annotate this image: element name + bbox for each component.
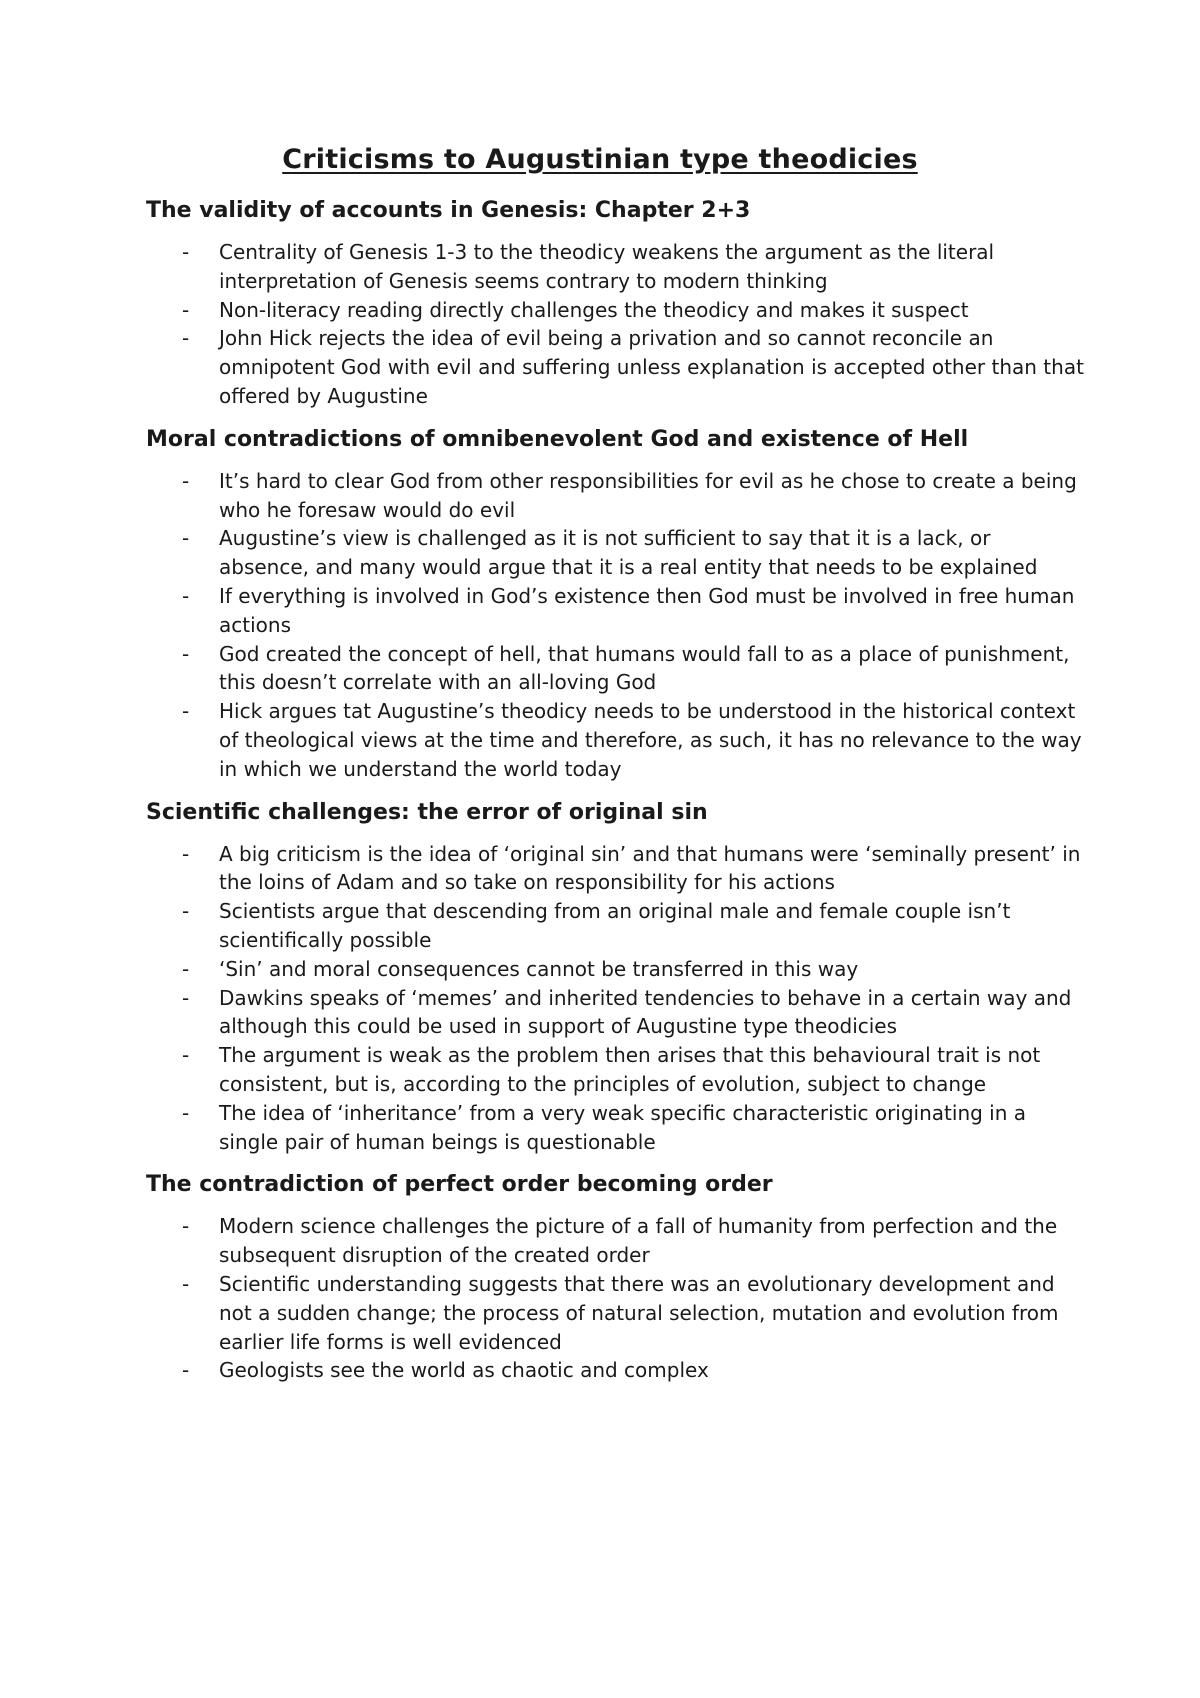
- list-item: [146, 524, 1086, 582]
- list-item-text: Scientific understanding suggests that there was an evolutionary development and not a sudden change; the process of natural selection, mutation and evolution from earlier life forms is well evidenced: [219, 1271, 1059, 1354]
- list-item: [146, 640, 1086, 698]
- list-item: [146, 840, 1086, 898]
- list-item-text: Geologists see the world as chaotic and complex: [219, 1358, 709, 1383]
- document-body: [146, 196, 1086, 1399]
- section-heading-moral: Moral contradictions of omnibenevolent God and existence of Hell: [146, 426, 969, 452]
- list-item: [146, 897, 1086, 955]
- list-item-text: Centrality of Genesis 1-3 to the theodicy weakens the argument as the literal interpretation of Genesis seems contrary to modern thinking: [219, 240, 995, 293]
- list-item-text: If everything is involved in God’s existence then God must be involved in free human actions: [219, 583, 1075, 637]
- list-item-text: Dawkins speaks of ‘memes’ and inherited tendencies to behave in a certain way and although this could be used in support of Augustine type theodicies: [219, 985, 1072, 1039]
- section-heading-scientific: Scientific challenges: the error of original sin: [146, 799, 708, 825]
- list-item: [146, 324, 1086, 410]
- list-item-text: Hick argues tat Augustine’s theodicy needs to be understood in the historical context of theological views at the time and therefore, as such, it has no relevance to the way in which we understand the world today: [219, 699, 1082, 781]
- list-item-text: ‘Sin’ and moral consequences cannot be transferred in this way: [219, 956, 859, 981]
- dash-bullet-icon: -: [182, 1214, 190, 1239]
- list-item: [146, 1356, 1086, 1385]
- list-item: [146, 582, 1086, 640]
- list-item: [146, 955, 1086, 984]
- list-item-text: Non-literacy reading directly challenges the theodicy and makes it suspect: [219, 297, 969, 322]
- dash-bullet-icon: -: [182, 841, 190, 866]
- list-item-text: Scientists argue that descending from an original male and female couple isn’t scientifically possible: [219, 899, 1011, 952]
- list-item: [146, 1270, 1086, 1356]
- list-item: [146, 1212, 1086, 1270]
- dash-bullet-icon: -: [182, 1271, 190, 1296]
- list-item: [146, 467, 1086, 525]
- document-title: Criticisms to Augustinian type theodicies: [282, 144, 918, 175]
- bullet-list-genesis: [146, 238, 1086, 411]
- dash-bullet-icon: -: [182, 297, 190, 322]
- dash-bullet-icon: -: [182, 985, 190, 1010]
- dash-bullet-icon: -: [182, 1100, 190, 1125]
- dash-bullet-icon: -: [182, 326, 190, 351]
- bullet-list-order: [146, 1212, 1086, 1385]
- dash-bullet-icon: -: [182, 1358, 190, 1383]
- dash-bullet-icon: -: [182, 899, 190, 924]
- list-item: [146, 1041, 1086, 1099]
- list-item: [146, 238, 1086, 296]
- list-item-text: The argument is weak as the problem then arises that this behavioural trait is not consistent, but is, according to the principles of evolution, subject to change: [219, 1043, 1041, 1096]
- dash-bullet-icon: -: [182, 641, 190, 666]
- dash-bullet-icon: -: [182, 468, 190, 493]
- list-item-text: Modern science challenges the picture of a fall of humanity from perfection and the subsequent disruption of the created order: [219, 1214, 1058, 1268]
- list-item: [146, 1099, 1086, 1157]
- list-item: [146, 697, 1086, 783]
- list-item-text: A big criticism is the idea of ‘original sin’ and that humans were ‘seminally present’ in the loins of Adam and so take on responsibility for his actions: [219, 841, 1081, 895]
- bullet-list-moral: [146, 467, 1086, 784]
- dash-bullet-icon: -: [182, 526, 190, 551]
- list-item-text: John Hick rejects the idea of evil being a privation and so cannot reconcile an omnipotent God with evil and suffering unless explanation is accepted other than that offered by Augustine: [219, 326, 1084, 408]
- dash-bullet-icon: -: [182, 240, 190, 264]
- dash-bullet-icon: -: [182, 956, 190, 981]
- dash-bullet-icon: -: [182, 699, 190, 724]
- bullet-list-scientific: [146, 840, 1086, 1157]
- list-item-text: Augustine’s view is challenged as it is not sufficient to say that it is a lack, or absence, and many would argue that it is a real entity that needs to be explained: [219, 526, 1038, 580]
- list-item-text: The idea of ‘inheritance’ from a very weak specific characteristic originating in a single pair of human beings is questionable: [219, 1100, 1027, 1154]
- section-heading-order: The contradiction of perfect order becoming order: [146, 1172, 773, 1198]
- section-heading-genesis: The validity of accounts in Genesis: Chapter 2+3: [146, 198, 751, 223]
- list-item: [146, 984, 1086, 1042]
- list-item-text: It’s hard to clear God from other responsibilities for evil as he chose to create a being who he foresaw would do evil: [219, 468, 1077, 522]
- list-item-text: God created the concept of hell, that humans would fall to as a place of punishment, this doesn’t correlate with an all-loving God: [219, 641, 1070, 695]
- dash-bullet-icon: -: [182, 1043, 190, 1068]
- list-item: [146, 296, 1086, 325]
- dash-bullet-icon: -: [182, 583, 190, 608]
